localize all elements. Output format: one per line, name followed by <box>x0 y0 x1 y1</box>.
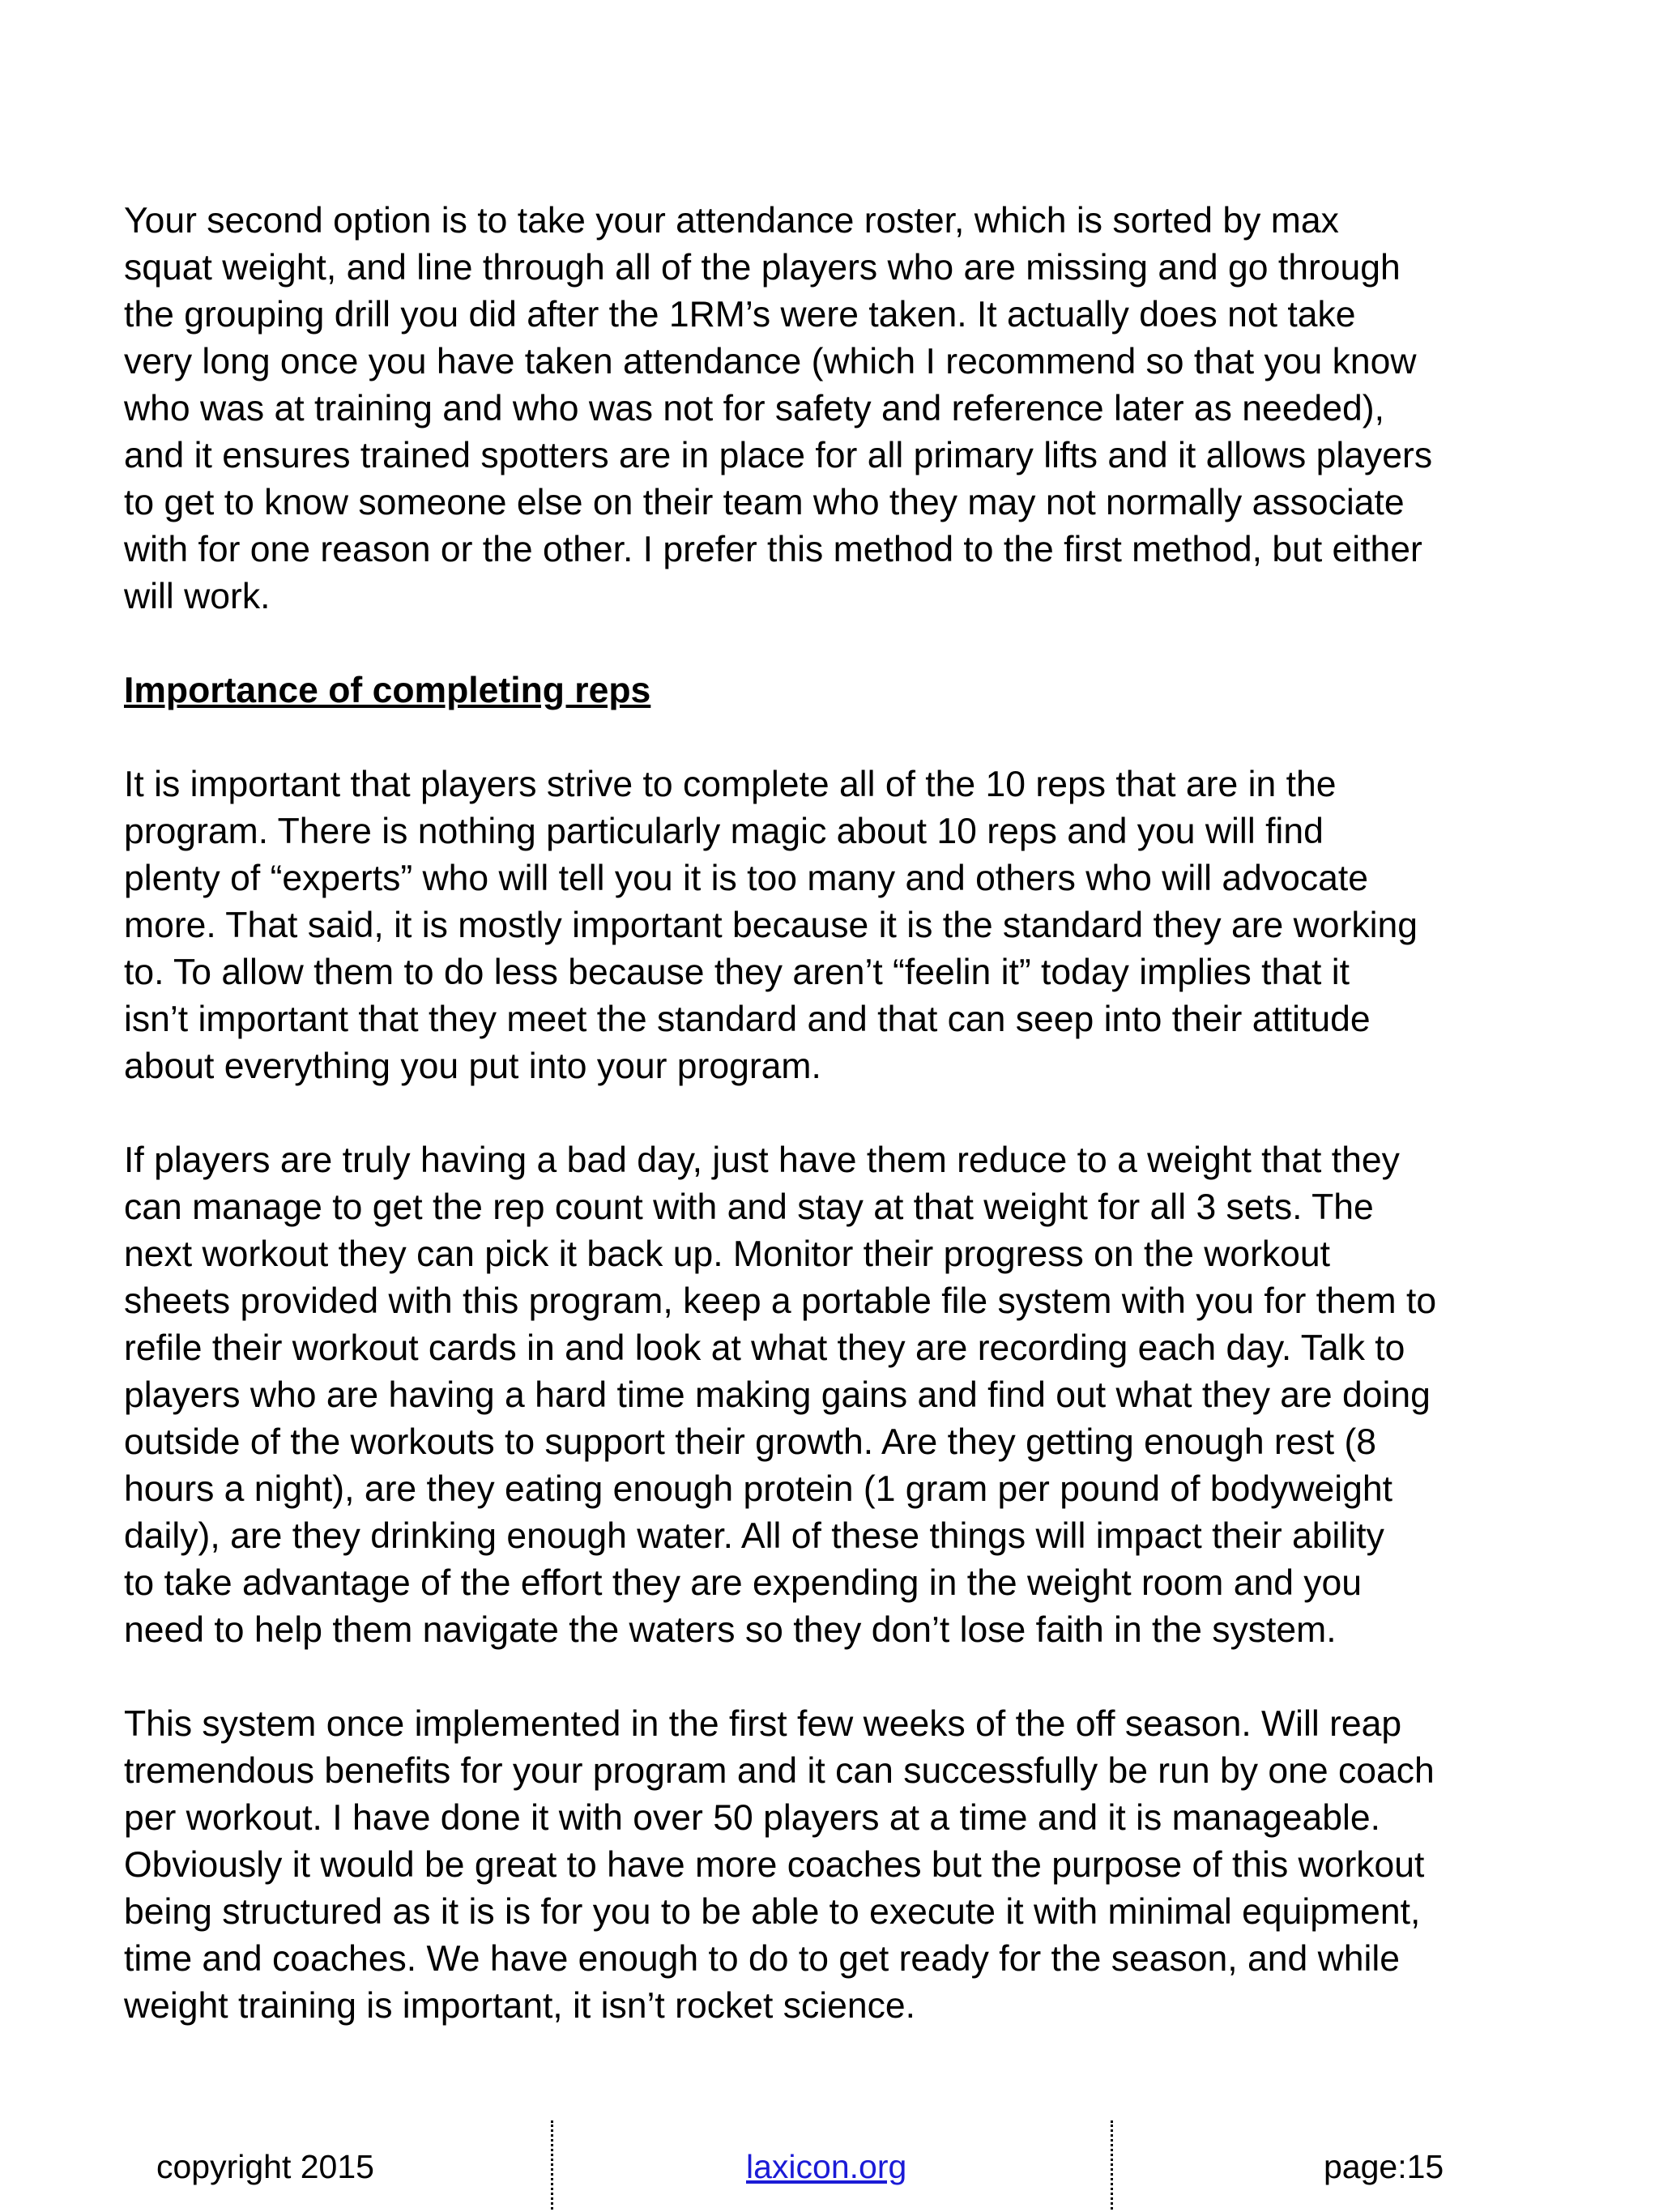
page-footer <box>0 2116 1659 2212</box>
paragraph-bad-day: If players are truly having a bad day, just have them reduce to a weight that they can manage to get the rep count with and stay at that weight for all 3 sets. The next workout they can pick it back up. Monitor their progress on the workout sheets provided with this program, keep a portable file system with you for them to refile their workout cards in and look at what they are recording each day. Talk to players who are having a hard time making gains and find out what they are doing outside of the workouts to support their growth. Are they getting enough rest (8 hours a night), are they eating enough protein (1 gram per pound of bodyweight daily), are they drinking enough water. All of these things will impact their ability to take advantage of the effort they are expending in the weight room and you need to help them navigate the waters so they don’t lose faith in the system. <box>124 1140 1437 1650</box>
footer-divider-right <box>1111 2120 1113 2210</box>
paragraph-completing-reps: It is important that players strive to complete all of the 10 reps that are in the program. There is nothing particularly magic about 10 reps and you will find plenty of “experts” who will tell you it is too many and others who will advocate more. That said, it is mostly important because it is the standard they are working to. To allow them to do less because they aren’t “feelin it” today implies that it isn’t important that they meet the standard and that can seep into their attitude about everything you put into your program. <box>124 765 1418 1086</box>
page-body <box>124 198 1574 2030</box>
section-heading: Importance of completing reps <box>124 671 651 710</box>
paragraph-spotter-option: Your second option is to take your attendance roster, which is sorted by max squat weight, and line through all of the players who are missing and go through the grouping drill you did after the 1RM’s were taken. It actually does not take very long once you have taken attendance (which I recommend so that you know who was at training and who was not for safety and reference later as needed), and it ensures trained spotters are in place for all primary lifts and it allows players to get to know someone else on their team who they may not normally associate with for one reason or the other. I prefer this method to the first method, but either will work. <box>124 201 1433 616</box>
footer-divider-left <box>551 2120 553 2210</box>
footer-copyright: copyright 2015 <box>156 2148 374 2185</box>
footer-page-number: page:15 <box>1324 2148 1444 2185</box>
footer-website-link[interactable]: laxicon.org <box>746 2148 907 2185</box>
paragraph-system-summary: This system once implemented in the first few weeks of the off season. Will reap tremendous benefits for your program and it can successfully be run by one coach per workout. I have done it with over 50 players at a time and it is manageable. Obviously it would be great to have more coaches but the purpose of this workout being structured as it is is for you to be able to execute it with minimal equipment, time and coaches. We have enough to do to get ready for the season, and while weight training is important, it isn’t rocket science. <box>124 1704 1435 2026</box>
